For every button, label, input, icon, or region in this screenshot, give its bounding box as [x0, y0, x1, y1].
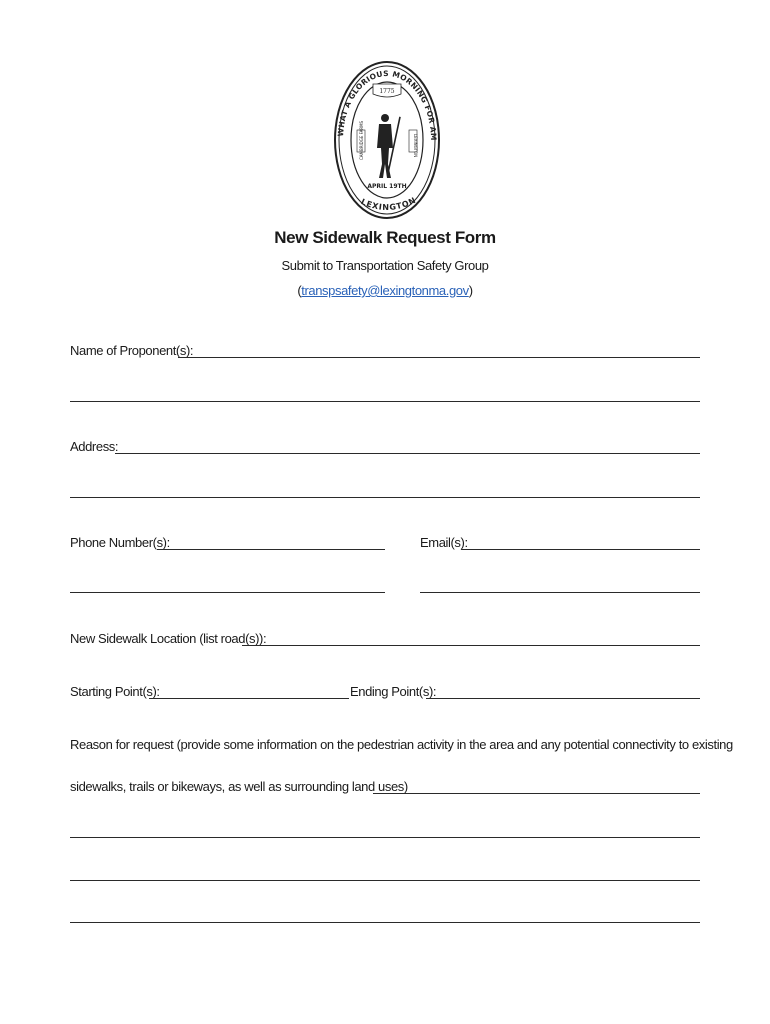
reason-field[interactable]	[373, 793, 700, 794]
starting-point-field[interactable]	[149, 698, 349, 699]
location-field[interactable]	[242, 645, 700, 646]
email-field[interactable]	[461, 549, 700, 550]
reason-label-line2: sidewalks, trails or bikeways, as well as surrounding land uses)	[70, 779, 408, 794]
ending-point-label: Ending Point(s):	[350, 684, 437, 699]
seal-left-text: CAMBRIDGE FARMS	[359, 120, 364, 160]
address-label: Address:	[70, 439, 119, 454]
seal-right-text: LEXINGTON	[413, 134, 418, 158]
reason-label-line1: Reason for request (provide some information on the pedestrian activity in the area and any potential connectivity to existing	[70, 737, 733, 752]
reason-field-line4[interactable]	[70, 922, 700, 923]
proponents-label: Name of Proponent(s):	[70, 343, 194, 358]
email-open-paren: (	[297, 283, 302, 298]
seal-town-text: LEXINGTON	[359, 195, 418, 213]
seal-graphic	[333, 60, 441, 220]
phone-field-line2[interactable]	[70, 592, 385, 593]
reason-field-line2[interactable]	[70, 837, 700, 838]
ending-point-field[interactable]	[426, 698, 700, 699]
phone-label: Phone Number(s):	[70, 535, 170, 550]
contact-email-line	[0, 283, 770, 298]
seal-year: 1775	[379, 88, 395, 95]
form-title: New Sidewalk Request Form	[274, 228, 496, 247]
address-field-line2[interactable]	[70, 497, 700, 498]
email-label: Email(s):	[420, 535, 468, 550]
proponents-field-line2[interactable]	[70, 401, 700, 402]
address-field[interactable]	[115, 453, 700, 454]
seal-date: APRIL 19TH	[367, 183, 407, 190]
town-seal	[333, 60, 441, 220]
proponents-field[interactable]	[178, 357, 700, 358]
starting-point-label: Starting Point(s):	[70, 684, 160, 699]
email-close-paren: )	[468, 283, 473, 298]
phone-field[interactable]	[157, 549, 385, 550]
form-subtitle: Submit to Transportation Safety Group	[281, 258, 489, 273]
email-field-line2[interactable]	[420, 592, 700, 593]
location-label: New Sidewalk Location (list road(s)):	[70, 631, 267, 646]
seal-ring-text: WHAT A GLORIOUS MORNING FOR AM	[335, 68, 439, 141]
contact-email-link[interactable]: transpsafety@lexingtonma.gov	[301, 283, 469, 298]
reason-field-line3[interactable]	[70, 880, 700, 881]
